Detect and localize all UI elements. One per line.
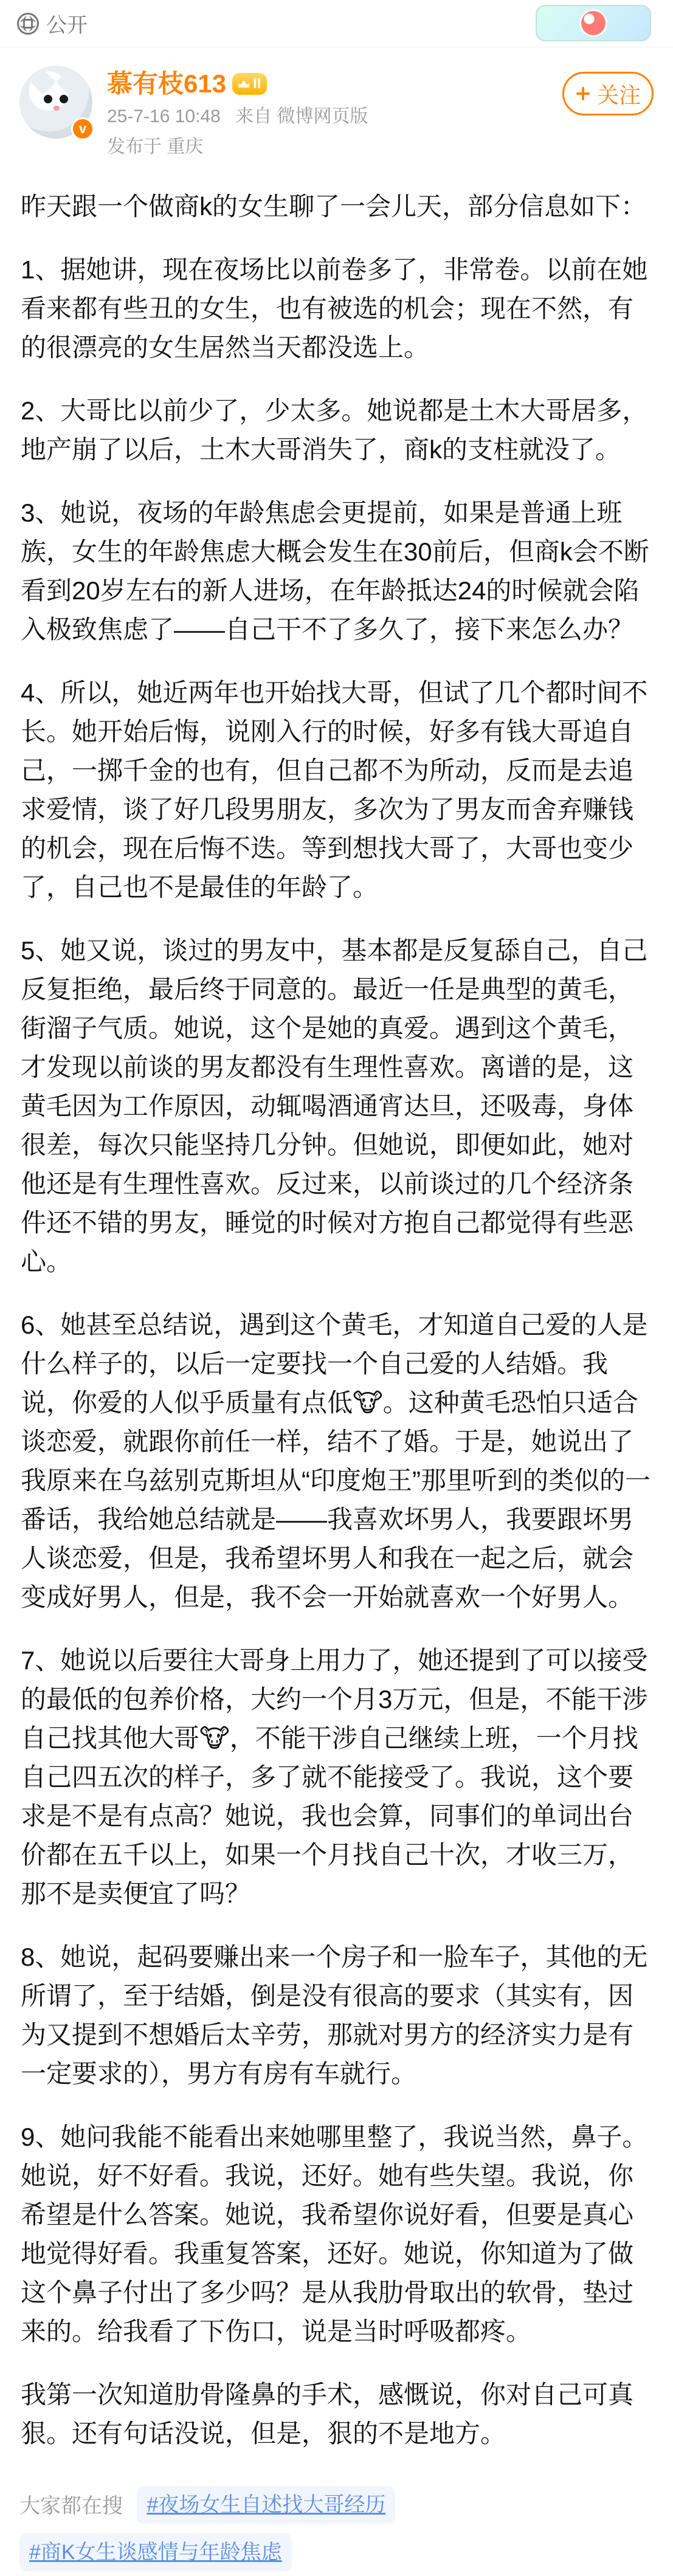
post-paragraph: 2、大哥比以前少了，少太多。她说都是土木大哥居多，地产崩了以后，土木大哥消失了，商k的支柱就没了。 <box>21 396 648 464</box>
post-paragraph: 4、所以，她近两年也开始找大哥，但试了几个都时间不长。她开始后悔，说刚入行的时候，好多有钱大哥追自己，一掷千金的也有，但自己都不为所动，反而是去追求爱情，谈了好几段男朋友，多次为了男友而舍弃赚钱的机会，现在后悔不迭。等到想找大哥了，大哥也变少了，自己也不是最佳的年龄了。 <box>21 678 648 901</box>
follow-label: 关注 <box>596 82 641 108</box>
tag-text: #商K女生谈感情与年龄焦虑 <box>29 2541 282 2564</box>
post-content <box>0 159 673 2453</box>
post-paragraph: 3、她说，夜场的年龄焦虑会更提前，如果是普通上班族，女生的年龄焦虑大概会发生在30前后，但商k会不断看到20岁左右的新人进场，在年龄抵达24的时候就会陷入极致焦虑了——自己干不了多久了，接下来怎么办？ <box>21 498 649 644</box>
post-paragraph: 8、她说，起码要赚出来一个房子和一脸车子，其他的无所谓了，至于结婚，倒是没有很高的要求（其实有，因为又提到不想婚后太辛劳，那就对男方的经济实力是有一定要求的），男方有房有车就行。 <box>21 1943 648 2088</box>
visibility-label: 公开 <box>46 14 88 37</box>
crown-icon <box>238 80 249 88</box>
avatar-eye-right <box>60 95 68 103</box>
avatar-ear-right <box>56 69 81 95</box>
level-badge <box>232 73 267 95</box>
post-paragraph: 1、据她讲，现在夜场比以前卷多了，非常卷。以前在她看来都有些丑的女生，也有被选的机会；现在不然，有的很漂亮的女生居然当天都没选上。 <box>21 255 648 362</box>
follow-button[interactable] <box>562 72 654 115</box>
top-bar <box>0 0 673 47</box>
visibility-indicator <box>17 9 88 38</box>
post-paragraph: 我第一次知道肋骨隆鼻的手术，感慨说，你对自己可真狠。还有句话没说，但是，狠的不是地方。 <box>21 2380 634 2448</box>
avatar[interactable] <box>19 66 92 139</box>
mascot-icon <box>579 9 607 37</box>
plus-icon <box>575 86 591 102</box>
post-paragraph: 6、她甚至总结说，遇到这个黄毛，才知道自己爱的人是什么样子的，以后一定要找一个自己爱的人结婚。我说，你爱的人似乎质量有点低🐮。这种黄毛恐怕只适合谈恋爱，就跟你前任一样，结不了婚。于是，她说出了我原来在乌兹别克斯坦从“印度炮王”那里听到的类似的一番话，我给她总结就是——我喜欢坏男人，我要跟坏男人谈恋爱，但是，我希望坏男人和我在一起之后，就会变成好男人，但是，我不会一开始就喜欢一个好男人。 <box>21 1310 651 1611</box>
mascot-badge <box>536 5 651 41</box>
avatar-eye-left <box>44 95 52 103</box>
avatar-nose <box>53 106 60 111</box>
post-paragraph: 昨天跟一个做商k的女生聊了一会儿天，部分信息如下： <box>21 192 647 221</box>
post-time: 25-7-16 10:48 <box>107 106 221 126</box>
tag-link[interactable] <box>19 2533 292 2571</box>
tag-text: #夜场女生自述找大哥经历 <box>147 2493 386 2516</box>
post-location: 发布于 重庆 <box>107 137 204 157</box>
level-label: II <box>253 75 261 92</box>
post-source: 来自 微博网页版 <box>235 106 368 126</box>
post-header <box>0 47 673 159</box>
post-paragraph: 5、她又说，谈过的男友中，基本都是反复舔自己，自己反复拒绝，最后终于同意的。最近一任是典型的黄毛，街溜子气质。她说，这个是她的真爱。遇到这个黄毛，才发现以前谈的男友都没有生理性喜欢。离谱的是，这黄毛因为工作原因，动辄喝酒通宵达旦，还吸毒，身体很差，每次只能坚持几分钟。但她说，即便如此，她对他还是有生理性喜欢。反过来，以前谈过的几个经济条件还不错的男友，睡觉的时候对方抱自己都觉得有些恶心。 <box>21 936 648 1276</box>
post-paragraph: 9、她问我能不能看出来她哪里整了，我说当然，鼻子。她说，好不好看。我说，还好。她有些失望。我说，你希望是什么答案。她说，我希望你说好看，但要是真心地觉得好看。我重复答案，还好。她说，你知道为了做这个鼻子付出了多少吗？是从我肋骨取出的软骨，垫过来的。给我看了下伤口，说是当时呼吸都疼。 <box>21 2123 648 2346</box>
tag-link[interactable] <box>137 2486 395 2524</box>
globe-icon <box>17 13 39 35</box>
post-paragraph: 7、她说以后要往大哥身上用力了，她还提到了可以接受的最低的包养价格，大约一个月3万元，但是，不能干涉自己找其他大哥🐮，不能干涉自己继续上班，一个月找自己四五次的样子，多了就不能接受了。我说，这个要求是不是有点高？她说，我也会算，同事们的单词出台价都在五千以上，如果一个月找自己十次，才收三万，那不是卖便宜了吗？ <box>21 1646 648 1908</box>
verify-badge-icon: v <box>73 119 92 139</box>
username[interactable]: 慕有枝613 <box>107 69 227 98</box>
avatar-ear-left <box>30 69 56 95</box>
search-tags <box>0 2478 673 2576</box>
tags-title: 大家都在搜 <box>19 2495 123 2518</box>
